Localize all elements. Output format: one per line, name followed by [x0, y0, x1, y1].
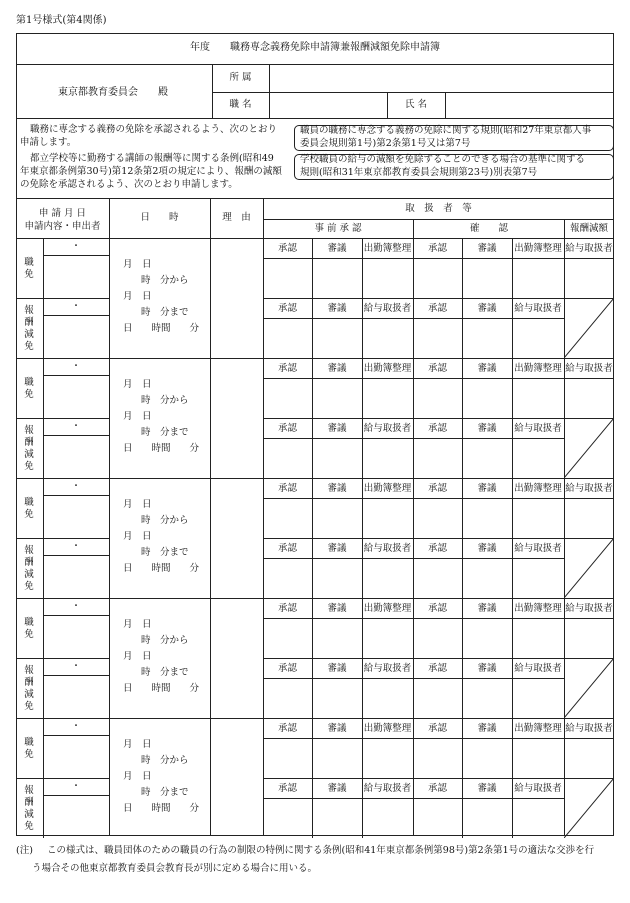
stamp-field[interactable]: [363, 379, 412, 417]
stamp-deliberate: 審議: [327, 243, 347, 254]
position-label: 職 名: [229, 99, 252, 110]
stamp-payroll: 給与取扱者: [514, 663, 562, 674]
stamp-field[interactable]: [264, 259, 311, 297]
applicant-field[interactable]: [44, 496, 108, 537]
stamp-approve: 承認: [277, 363, 297, 374]
stamp-payroll: 給与取扱者: [514, 423, 562, 434]
stamp-field[interactable]: [463, 799, 511, 837]
reduction-diagonal: [564, 658, 614, 718]
reason-field[interactable]: [211, 359, 262, 477]
stamp-field[interactable]: [463, 559, 511, 597]
name-label: 氏 名: [404, 99, 428, 110]
dt-month-day: 月 日: [123, 651, 152, 662]
dt-day-hours: 日 時間 分: [123, 563, 200, 574]
label-shokumen: 職免: [24, 617, 34, 640]
apply-date-dot: ・: [71, 661, 81, 672]
stamp-deliberate: 審議: [327, 543, 347, 554]
stamp-attendance: 出勤簿整理: [514, 723, 562, 734]
applicant-field[interactable]: [44, 616, 108, 657]
reason-field[interactable]: [211, 239, 262, 357]
reduction-diagonal: [564, 418, 614, 478]
dt-month-day: 月 日: [123, 619, 152, 630]
stamp-payroll: 給与取扱者: [363, 663, 412, 674]
stamp-field[interactable]: [313, 499, 361, 537]
header-handlers: 取 扱 者 等: [405, 203, 472, 214]
grid-line: [16, 718, 614, 719]
stamp-deliberate: 審議: [327, 723, 347, 734]
reference-2: 学校職員の給与の減額を免除することのできる場合の基準に関する 規則(昭和31年東京都教育委員会規則第23号)別表第7号: [300, 154, 586, 178]
stamp-approve: 承認: [277, 723, 297, 734]
stamp-field[interactable]: [463, 499, 511, 537]
apply-date-dot: ・: [71, 301, 81, 312]
reason-field[interactable]: [211, 719, 262, 837]
dt-until: 時 分まで: [141, 667, 189, 678]
stamp-field[interactable]: [363, 319, 412, 357]
dt-month-day: 月 日: [123, 291, 152, 302]
stamp-field[interactable]: [313, 439, 361, 477]
label-houshu-genmen: 報酬減免: [24, 665, 34, 712]
diagonal-line: [564, 658, 614, 718]
stamp-field[interactable]: [414, 799, 461, 837]
label-houshu-genmen: 報酬減免: [24, 785, 34, 832]
stamp-field[interactable]: [313, 739, 361, 777]
stamp-field[interactable]: [414, 739, 461, 777]
label-shokumen: 職免: [24, 497, 34, 520]
stamp-field[interactable]: [313, 679, 361, 717]
stamp-field[interactable]: [513, 799, 563, 837]
stamp-attendance: 出勤簿整理: [514, 243, 562, 254]
apply-date-dot: ・: [71, 721, 81, 732]
stamp-deliberate: 審議: [477, 543, 497, 554]
stamp-field[interactable]: [463, 619, 511, 657]
stamp-deliberate: 審議: [477, 603, 497, 614]
stamp-approve: 承認: [427, 783, 447, 794]
stamp-approve: 承認: [277, 783, 297, 794]
stamp-field[interactable]: [414, 259, 461, 297]
reduction-diagonal: [564, 298, 614, 358]
position-field[interactable]: [270, 93, 386, 117]
apply-date-dot: ・: [71, 421, 81, 432]
applicant-field[interactable]: [44, 316, 108, 357]
stamp-attendance: 出勤簿整理: [363, 363, 412, 374]
stamp-field[interactable]: [513, 619, 563, 657]
stamp-approve: 承認: [277, 243, 297, 254]
stamp-field[interactable]: [264, 619, 311, 657]
grid-line: [263, 538, 614, 539]
stamp-field[interactable]: [565, 259, 613, 297]
stamp-field[interactable]: [414, 619, 461, 657]
stamp-approve: 承認: [427, 663, 447, 674]
stamp-approve: 承認: [427, 483, 447, 494]
grid-line: [263, 298, 614, 299]
stamp-field[interactable]: [363, 739, 412, 777]
header-apply-date: 申 請 月 日: [38, 208, 87, 219]
stamp-approve: 承認: [427, 603, 447, 614]
stamp-deliberate: 審議: [477, 363, 497, 374]
stamp-attendance: 出勤簿整理: [363, 723, 412, 734]
diagonal-line: [564, 418, 614, 478]
stamp-field[interactable]: [565, 619, 613, 657]
note-line-2: う場合その他東京都教育委員会教育長が別に定める場合に用いる。: [32, 863, 318, 874]
applicant-field[interactable]: [44, 796, 108, 837]
header-reason: 理 由: [222, 212, 251, 223]
stamp-payroll: 給与取扱者: [363, 783, 412, 794]
dt-month-day: 月 日: [123, 499, 152, 510]
label-shokumen: 職免: [24, 737, 34, 760]
grid-line: [263, 658, 614, 659]
stamp-payroll: 給与取扱者: [363, 423, 412, 434]
grid-line: [16, 298, 109, 299]
stamp-deliberate: 審議: [477, 243, 497, 254]
stamp-approve: 承認: [277, 423, 297, 434]
dt-day-hours: 日 時間 分: [123, 323, 200, 334]
stamp-field[interactable]: [513, 739, 563, 777]
grid-line: [16, 538, 109, 539]
stamp-attendance: 出勤簿整理: [363, 243, 412, 254]
dt-day-hours: 日 時間 分: [123, 683, 200, 694]
stamp-approve: 承認: [277, 303, 297, 314]
stamp-deliberate: 審議: [327, 423, 347, 434]
stamp-field[interactable]: [463, 439, 511, 477]
stamp-payroll: 給与取扱者: [565, 363, 613, 374]
dt-from: 時 分から: [141, 515, 189, 526]
dt-from: 時 分から: [141, 635, 189, 646]
dt-until: 時 分まで: [141, 547, 189, 558]
dt-month-day: 月 日: [123, 379, 152, 390]
applicant-field[interactable]: [44, 376, 108, 417]
stamp-field[interactable]: [513, 499, 563, 537]
stamp-field[interactable]: [513, 439, 563, 477]
header-confirmation: 確 認: [469, 223, 508, 234]
stamp-approve: 承認: [427, 423, 447, 434]
dt-day-hours: 日 時間 分: [123, 443, 200, 454]
stamp-approve: 承認: [427, 243, 447, 254]
stamp-field[interactable]: [463, 379, 511, 417]
header-apply-content: 申請内容・申出者: [24, 221, 101, 232]
stamp-field[interactable]: [363, 799, 412, 837]
diagonal-line: [564, 778, 614, 838]
stamp-payroll: 給与取扱者: [565, 723, 613, 734]
reason-field[interactable]: [211, 479, 262, 597]
dt-until: 時 分まで: [141, 307, 189, 318]
name-field[interactable]: [446, 93, 613, 117]
stamp-field[interactable]: [513, 259, 563, 297]
stamp-field[interactable]: [414, 379, 461, 417]
stamp-field[interactable]: [513, 319, 563, 357]
stamp-deliberate: 審議: [477, 723, 497, 734]
stamp-field[interactable]: [414, 559, 461, 597]
grid-line: [109, 198, 110, 836]
stamp-deliberate: 審議: [477, 783, 497, 794]
addressee: 東京都教育委員会 殿: [58, 87, 168, 98]
reduction-diagonal: [564, 538, 614, 598]
affiliation-label: 所 属: [229, 72, 252, 83]
grid-line: [16, 778, 109, 779]
stamp-deliberate: 審議: [477, 303, 497, 314]
note-mark: (注): [16, 845, 33, 856]
form-number: 第1号様式(第4関係): [16, 15, 107, 26]
stamp-deliberate: 審議: [477, 483, 497, 494]
stamp-deliberate: 審議: [327, 663, 347, 674]
stamp-field[interactable]: [363, 619, 412, 657]
dt-from: 時 分から: [141, 275, 189, 286]
stamp-attendance: 出勤簿整理: [514, 603, 562, 614]
diagonal-line: [564, 298, 614, 358]
diagonal-line: [564, 538, 614, 598]
apply-date-dot: ・: [71, 541, 81, 552]
stamp-deliberate: 審議: [327, 783, 347, 794]
applicant-field[interactable]: [44, 556, 108, 597]
dt-from: 時 分から: [141, 755, 189, 766]
stamp-field[interactable]: [313, 799, 361, 837]
stamp-payroll: 給与取扱者: [363, 543, 412, 554]
grid-line: [16, 238, 614, 239]
stamp-approve: 承認: [277, 663, 297, 674]
stamp-approve: 承認: [427, 363, 447, 374]
stamp-deliberate: 審議: [477, 423, 497, 434]
stamp-payroll: 給与取扱者: [565, 483, 613, 494]
label-houshu-genmen: 報酬減免: [24, 545, 34, 592]
dt-from: 時 分から: [141, 395, 189, 406]
stamp-field[interactable]: [264, 799, 311, 837]
stamp-field[interactable]: [463, 259, 511, 297]
header-prior-approval: 事 前 承 認: [314, 223, 362, 234]
stamp-attendance: 出勤簿整理: [514, 483, 562, 494]
dt-until: 時 分まで: [141, 427, 189, 438]
paragraph-1: 職務に専念する義務の免除を承認されるよう、次のとおり 申請します。: [20, 124, 278, 148]
header-reduction: 報酬減額: [569, 223, 608, 234]
stamp-field[interactable]: [264, 319, 311, 357]
stamp-field[interactable]: [264, 679, 311, 717]
applicant-field[interactable]: [44, 736, 108, 777]
apply-date-dot: ・: [71, 241, 81, 252]
stamp-field[interactable]: [414, 439, 461, 477]
stamp-field[interactable]: [363, 559, 412, 597]
stamp-field[interactable]: [264, 439, 311, 477]
stamp-deliberate: 審議: [327, 483, 347, 494]
applicant-field[interactable]: [44, 256, 108, 297]
stamp-payroll: 給与取扱者: [514, 783, 562, 794]
header-datetime: 日 時: [140, 212, 179, 223]
stamp-field[interactable]: [414, 499, 461, 537]
grid-line: [263, 418, 614, 419]
stamp-approve: 承認: [427, 723, 447, 734]
stamp-field[interactable]: [414, 319, 461, 357]
stamp-field[interactable]: [565, 739, 613, 777]
stamp-field[interactable]: [565, 499, 613, 537]
stamp-field[interactable]: [513, 679, 563, 717]
stamp-field[interactable]: [264, 559, 311, 597]
apply-date-dot: ・: [71, 781, 81, 792]
form-title: 年度 職務専念義務免除申請簿兼報酬減額免除申請簿: [190, 42, 440, 53]
stamp-field[interactable]: [313, 319, 361, 357]
grid-line: [16, 478, 614, 479]
dt-month-day: 月 日: [123, 531, 152, 542]
stamp-field[interactable]: [264, 499, 311, 537]
reduction-diagonal: [564, 778, 614, 838]
stamp-field[interactable]: [363, 439, 412, 477]
grid-line: [16, 358, 614, 359]
applicant-field[interactable]: [44, 436, 108, 477]
dt-month-day: 月 日: [123, 411, 152, 422]
stamp-field[interactable]: [513, 379, 563, 417]
stamp-field[interactable]: [313, 379, 361, 417]
stamp-field[interactable]: [313, 259, 361, 297]
stamp-field[interactable]: [463, 679, 511, 717]
stamp-attendance: 出勤簿整理: [514, 363, 562, 374]
stamp-field[interactable]: [363, 259, 412, 297]
stamp-field[interactable]: [565, 379, 613, 417]
dt-until: 時 分まで: [141, 787, 189, 798]
apply-date-dot: ・: [71, 481, 81, 492]
stamp-payroll: 給与取扱者: [514, 303, 562, 314]
paragraph-2: 都立学校等に勤務する講師の報酬等に関する条例(昭和49 年東京都条例第30号)第12条第2項の規定により、報酬の減額 の免除を承認されるよう、次のとおり申請します。: [20, 153, 282, 190]
stamp-field[interactable]: [513, 559, 563, 597]
stamp-payroll: 給与取扱者: [565, 243, 613, 254]
dt-month-day: 月 日: [123, 739, 152, 750]
stamp-deliberate: 審議: [327, 303, 347, 314]
dt-month-day: 月 日: [123, 771, 152, 782]
stamp-field[interactable]: [264, 739, 311, 777]
stamp-field[interactable]: [313, 619, 361, 657]
stamp-attendance: 出勤簿整理: [363, 603, 412, 614]
stamp-field[interactable]: [414, 679, 461, 717]
stamp-approve: 承認: [277, 483, 297, 494]
reason-field[interactable]: [211, 599, 262, 717]
apply-date-dot: ・: [71, 361, 81, 372]
stamp-deliberate: 審議: [327, 363, 347, 374]
label-houshu-genmen: 報酬減免: [24, 305, 34, 352]
dt-day-hours: 日 時間 分: [123, 803, 200, 814]
stamp-approve: 承認: [277, 543, 297, 554]
stamp-deliberate: 審議: [327, 603, 347, 614]
stamp-field[interactable]: [363, 499, 412, 537]
apply-date-dot: ・: [71, 601, 81, 612]
stamp-payroll: 給与取扱者: [565, 603, 613, 614]
label-shokumen: 職免: [24, 257, 34, 280]
stamp-field[interactable]: [463, 739, 511, 777]
affiliation-field[interactable]: [270, 65, 613, 91]
label-houshu-genmen: 報酬減免: [24, 425, 34, 472]
stamp-field[interactable]: [363, 679, 412, 717]
stamp-approve: 承認: [277, 603, 297, 614]
grid-line: [16, 598, 614, 599]
label-shokumen: 職免: [24, 377, 34, 400]
stamp-field[interactable]: [463, 319, 511, 357]
grid-line: [16, 658, 109, 659]
stamp-approve: 承認: [427, 543, 447, 554]
grid-line: [263, 778, 614, 779]
stamp-payroll: 給与取扱者: [514, 543, 562, 554]
stamp-field[interactable]: [313, 559, 361, 597]
dt-month-day: 月 日: [123, 259, 152, 270]
grid-line: [16, 418, 109, 419]
stamp-approve: 承認: [427, 303, 447, 314]
note-line-1: この様式は、職員団体のための職員の行為の制限の特例に関する条例(昭和41年東京都条例第98号)第2条第1号の適法な交渉を行: [47, 845, 595, 856]
stamp-deliberate: 審議: [477, 663, 497, 674]
applicant-field[interactable]: [44, 676, 108, 717]
stamp-field[interactable]: [264, 379, 311, 417]
stamp-payroll: 給与取扱者: [363, 303, 412, 314]
stamp-attendance: 出勤簿整理: [363, 483, 412, 494]
reference-1: 職員の職務に専念する義務の免除に関する規則(昭和27年東京都人事 委員会規則第1号)第2条第1号又は第7号: [300, 125, 592, 149]
